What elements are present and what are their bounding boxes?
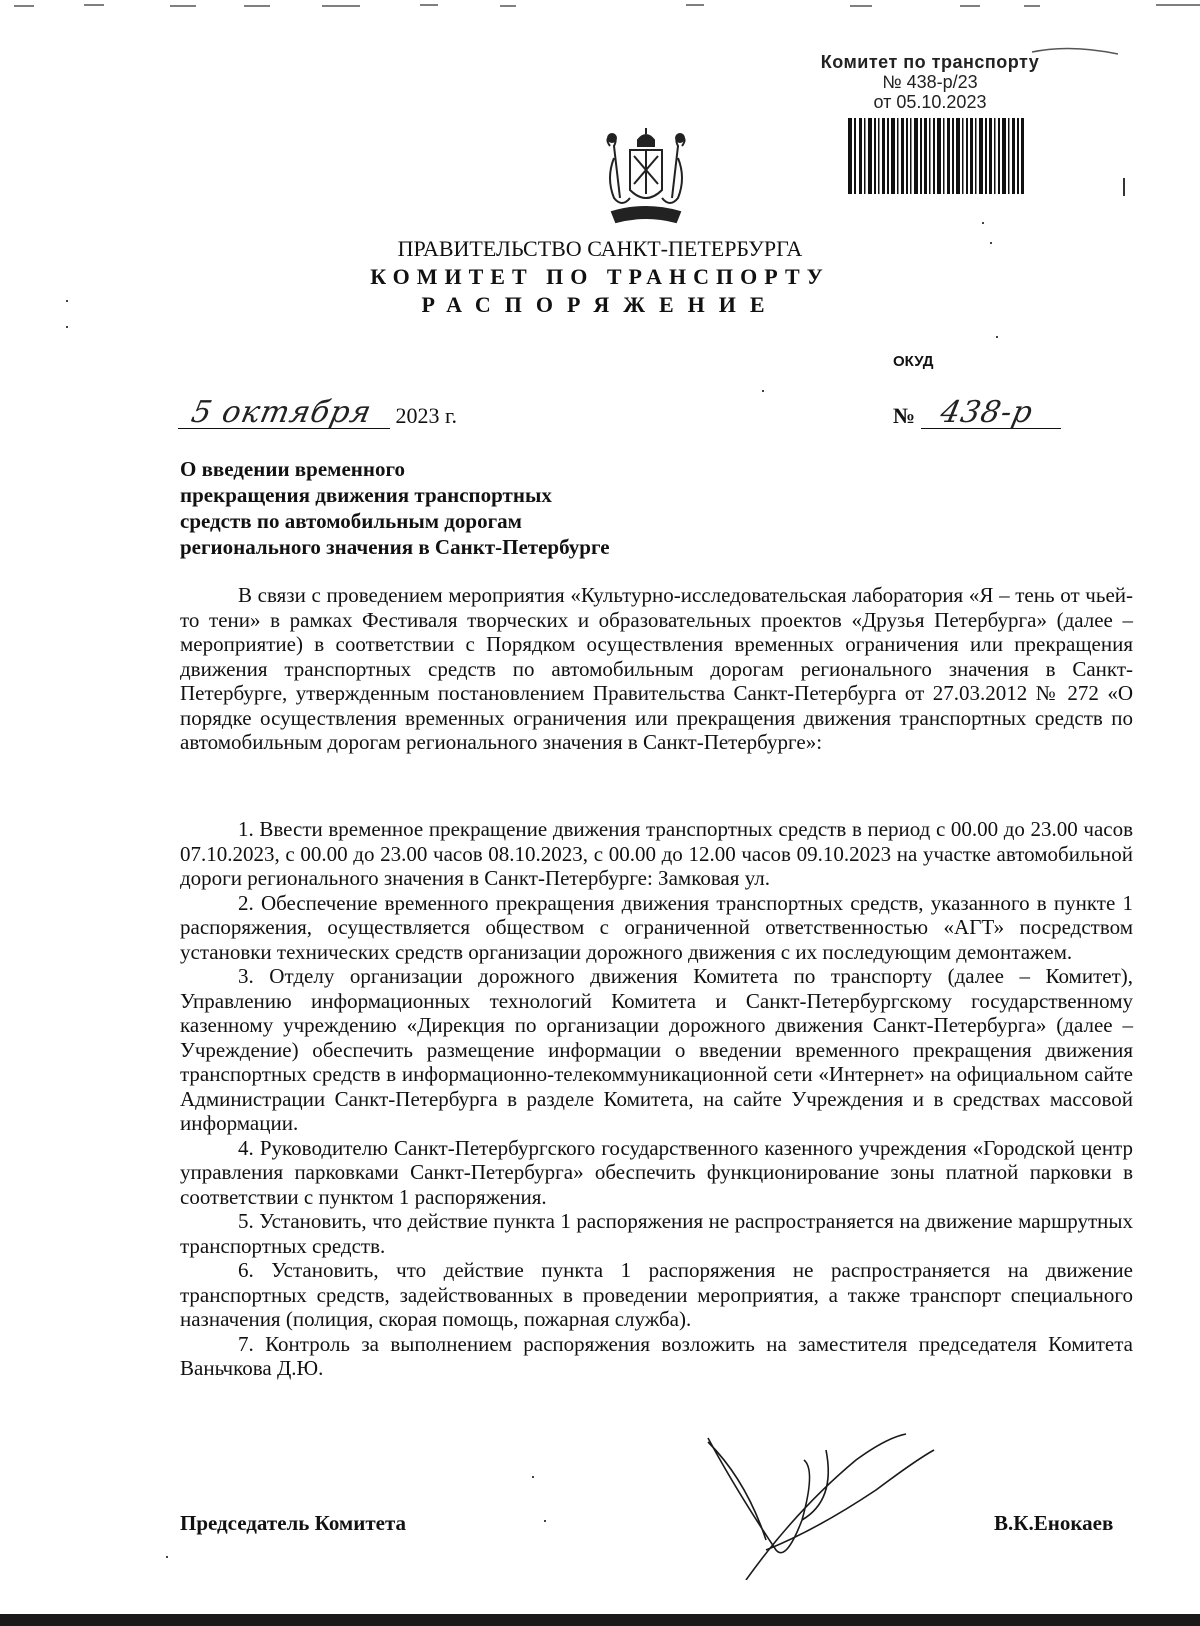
scan-speck [66, 326, 68, 328]
okud-label: ОКУД [893, 353, 934, 370]
document-date [178, 395, 458, 430]
committee-name: КОМИТЕТ ПО ТРАНСПОРТУ [370, 264, 830, 289]
scan-speck [990, 242, 992, 244]
scan-speck [166, 1556, 168, 1558]
stamp-committee: Комитет по транспорту [820, 52, 1040, 72]
number-handwritten-field [921, 395, 1061, 430]
order-item-4: 4. Руководителю Санкт-Петербургского государственного казенного учреждения «Городской центр управления парковками Санкт-Петербурга» обеспечить функционирование зоны платной парковки в соответствии с пунктом 1 распоряжения. [180, 1135, 1133, 1209]
title-line: регионального значения в Санкт-Петербурге [180, 535, 610, 559]
number-prefix: № [893, 403, 916, 428]
preamble [180, 583, 1133, 755]
scan-bottom-edge [0, 1614, 1200, 1626]
scan-mark [1123, 178, 1125, 196]
number-handwritten: 438-р [936, 395, 1036, 430]
registration-stamp [800, 52, 1060, 112]
signatory-position: Председатель Комитета [180, 1511, 407, 1535]
order-item-3: 3. Отделу организации дорожного движения Комитета по транспорту (далее – Комитет), Управлению информационных технологий Комитета и Санкт-Петербургскому государственному казенному учреждению «Дирекция по организации дорожного движения Санкт-Петербурга» (далее – Учреждение) обеспечить размещение информации о введении временного прекращения движения транспортных средств в информационно-телекоммуникационной сети «Интернет» на официальном сайте Администрации Санкт-Петербурга в разделе Комитета, на сайте Учреждения и в средствах массовой информации. [180, 964, 1133, 1135]
stamp-arc [1030, 44, 1120, 58]
order-item-7: 7. Контроль за выполнением распоряжения возложить на заместителя председателя Комитета Ваньчкова Д.Ю. [180, 1331, 1133, 1380]
coat-of-arms-icon [600, 128, 692, 232]
order-item-5: 5. Установить, что действие пункта 1 распоряжения не распространяется на движение маршрутных транспортных средств. [180, 1209, 1133, 1258]
signatory-name: В.К.Енокаев [994, 1511, 1114, 1535]
date-handwritten-field [178, 395, 390, 430]
order-item-1: 1. Ввести временное прекращение движения транспортных средств в период с 00.00 до 23.00 часов 07.10.2023, с 00.00 до 23.00 часов 08.10.2023, с 00.00 до 12.00 часов 09.10.2023 на участке автомобильной дороги регионального значения в Санкт-Петербурге: Замковая ул. [180, 817, 1133, 890]
stamp-date: от 05.10.2023 [873, 92, 987, 112]
document-type: РАСПОРЯЖЕНИЕ [421, 292, 779, 317]
order-item-2: 2. Обеспечение временного прекращения движения транспортных средств, указанного в пункте 1 распоряжения, осуществляется обществом с ограниченной ответственностью «АГТ» посредством установки технических средств организации дорожного движения с их последующим демонтажем. [180, 890, 1133, 964]
document-title [180, 456, 610, 560]
scan-speck [982, 222, 984, 224]
stamp-number: № 438-р/23 [882, 72, 978, 92]
preamble-text: В связи с проведением мероприятия «Культурно-исследовательская лаборатория «Я – тень от чьей-то тени» в рамках Фестиваля творческих и образовательных проектов «Друзья Петербурга» (далее – мероприятие) в соответствии с Порядком осуществления временных ограничения или прекращения движения транспортных средств по автомобильным дорогам регионального значения в Санкт-Петербурге, утвержденным постановлением Правительства Санкт-Петербурга от 27.03.2012 № 272 «О порядке осуществления временных ограничения или прекращения движения транспортных средств по автомобильным дорогам регионального значения в Санкт-Петербурге»: [180, 583, 1133, 754]
scan-speck [996, 336, 998, 338]
handwritten-signature [706, 1430, 936, 1580]
title-line: средств по автомобильным дорогам [180, 509, 522, 533]
order-item-6: 6. Установить, что действие пункта 1 распоряжения не распространяется на движение транспортных средств, задействованных в проведении мероприятия, а также транспорт специального назначения (полиция, скорая помощь, пожарная служба). [180, 1258, 1133, 1331]
title-line: прекращения движения транспортных [180, 483, 552, 507]
scan-speck [544, 1520, 546, 1522]
date-year: 2023 г. [395, 403, 458, 428]
scan-speck [66, 300, 68, 302]
order-items [180, 817, 1133, 1381]
scan-speck [532, 1476, 534, 1478]
barcode [848, 118, 1024, 194]
scan-edge-marks [0, 0, 1200, 14]
document-number [893, 395, 1061, 430]
government-name: ПРАВИТЕЛЬСТВО САНКТ-ПЕТЕРБУРГА [397, 236, 803, 261]
date-handwritten: 5 октября [188, 395, 376, 430]
title-line: О введении временного [180, 457, 405, 481]
scan-speck [762, 390, 764, 392]
